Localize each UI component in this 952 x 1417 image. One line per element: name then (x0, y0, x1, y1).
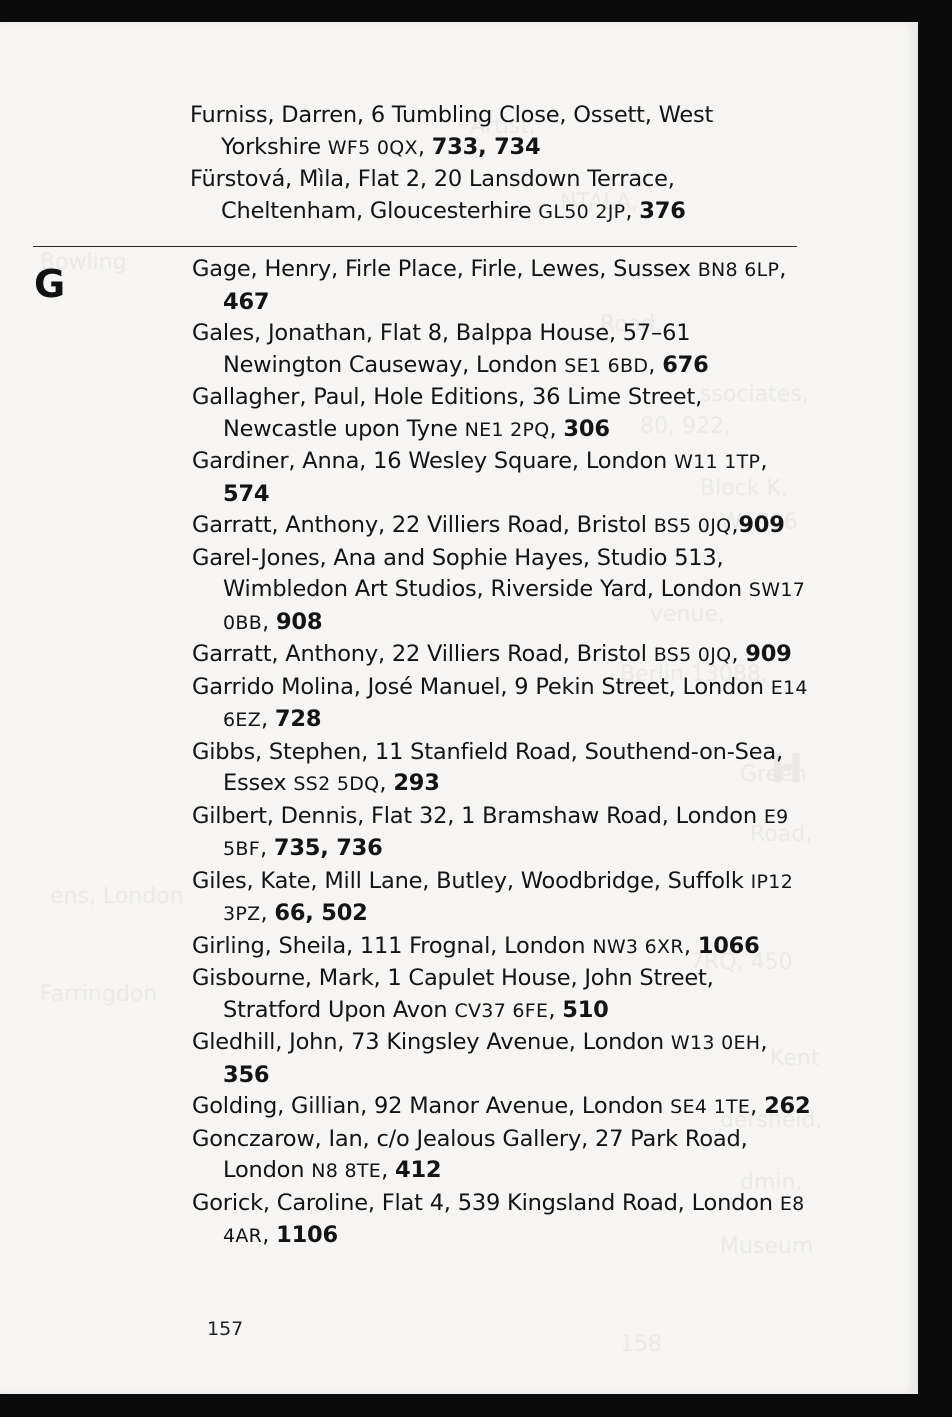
entry-pages: 262 (764, 1093, 811, 1119)
entry-pages: 676 (662, 351, 709, 378)
index-entry: Gallagher, Paul, Hole Editions, 36 Lime Street, Newcastle upon Tyne NE1 2PQ, 306 (192, 384, 703, 442)
book-page (0, 22, 918, 1394)
entry-postcode: CV37 6FE (454, 999, 549, 1022)
entry-postcode: E9 5BF (223, 805, 789, 860)
entry-text: Gardiner, Anna, 16 Wesley Square, London (192, 448, 675, 474)
entry-text: Furniss, Darren, 6 Tumbling Close, Ossett, West Yorkshire (190, 102, 714, 160)
index-entry: Garel-Jones, Ana and Sophie Hayes, Studio 513, Wimbledon Art Studios, Riverside Yard, London SW17 0BB, 908 (192, 544, 806, 635)
section-divider (33, 246, 797, 247)
index-entry: Giles, Kate, Mill Lane, Butley, Woodbridge, Suffolk IP12 3PZ, 66, 502 (192, 867, 794, 926)
index-entry: Gorick, Caroline, Flat 4, 539 Kingsland Road, London E8 4AR, 1106 (192, 1189, 805, 1248)
entry-pages: 510 (562, 996, 609, 1023)
entry-text: Garratt, Anthony, 22 Villiers Road, Bristol (192, 512, 654, 538)
entry-text: Gibbs, Stephen, 11 Stanfield Road, Southend-on-Sea, Essex (192, 738, 783, 796)
entry-pages: 1066 (697, 932, 760, 959)
entry-text: Gilbert, Dennis, Flat 32, 1 Bramshaw Road, London (192, 802, 764, 829)
entry-text: Gledhill, John, 73 Kingsley Avenue, London (192, 1029, 671, 1055)
entry-pages: 412 (394, 1157, 442, 1183)
index-entry: Fürstová, Mìla, Flat 2, 20 Lansdown Terrace, Cheltenham, Gloucesterhire GL50 2JP, 376 (190, 166, 686, 224)
entry-postcode: WF5 0QX (327, 136, 418, 159)
entry-postcode: BS5 0JQ (653, 515, 732, 537)
index-entry: Gonczarow, Ian, c/o Jealous Gallery, 27 Park Road, London N8 8TE, 412 (192, 1125, 748, 1183)
index-entry: Garratt, Anthony, 22 Villiers Road, Bristol BS5 0JQ,909 (192, 512, 785, 538)
entry-postcode: NW3 6XR (592, 935, 684, 958)
entry-postcode: W11 1TP (674, 451, 761, 473)
entry-pages: 909 (738, 512, 785, 538)
entry-text: Fürstová, Mìla, Flat 2, 20 Lansdown Terrace, Cheltenham, Gloucesterhire (190, 166, 675, 224)
entry-postcode: W13 0EH (670, 1032, 761, 1054)
index-entry: Gales, Jonathan, Flat 8, Balppa House, 57–61 Newington Causeway, London SE1 6BD, 676 (192, 320, 709, 378)
entry-text: Golding, Gillian, 92 Manor Avenue, London (192, 1093, 671, 1119)
entry-postcode: SE1 6BD (564, 354, 649, 377)
entry-text: Giles, Kate, Mill Lane, Butley, Woodbridge, Suffolk (192, 867, 751, 894)
entry-postcode: IP12 3PZ (223, 870, 794, 925)
index-entry: Garratt, Anthony, 22 Villiers Road, Bristol BS5 0JQ, 909 (192, 641, 792, 667)
entry-pages: 909 (745, 641, 792, 667)
entry-pages: 908 (275, 608, 323, 635)
entry-text: Gisbourne, Mark, 1 Capulet House, John Street, Stratford Upon Avon (192, 965, 714, 1023)
index-entry: Gage, Henry, Firle Place, Firle, Lewes, Sussex BN8 6LP, 467 (192, 256, 787, 315)
entry-postcode: NE1 2PQ (464, 418, 550, 441)
section-letter: G (34, 262, 66, 306)
entry-pages: 1106 (276, 1222, 338, 1248)
index-entry: Gardiner, Anna, 16 Wesley Square, London W11 1TP, 574 (192, 448, 768, 507)
entry-text: Girling, Sheila, 111 Frognal, London (192, 932, 593, 959)
entry-pages: 66, 502 (274, 900, 368, 926)
entry-pages: 574 (223, 480, 270, 507)
entry-text: Garrido Molina, José Manuel, 9 Pekin Street, London (192, 673, 771, 700)
entry-pages: 356 (223, 1061, 270, 1088)
index-entry: Garrido Molina, José Manuel, 9 Pekin Street, London E14 6EZ, 728 (192, 673, 808, 732)
entry-pages: 306 (563, 415, 610, 442)
index-entry: Gilbert, Dennis, Flat 32, 1 Bramshaw Road, London E9 5BF, 735, 736 (192, 802, 789, 861)
entry-text: Gage, Henry, Firle Place, Firle, Lewes, Sussex (192, 256, 698, 282)
entry-pages: 376 (639, 197, 686, 224)
entry-pages: 467 (223, 288, 270, 315)
entry-text: Gales, Jonathan, Flat 8, Balppa House, 57–61 Newington Causeway, London (192, 320, 691, 378)
entry-text: Garel-Jones, Ana and Sophie Hayes, Studio 513, Wimbledon Art Studios, Riverside Yard, London (192, 544, 749, 602)
entry-postcode: SW17 0BB (223, 579, 806, 634)
index-entry: Girling, Sheila, 111 Frognal, London NW3 6XR, 1066 (192, 932, 760, 959)
entry-pages: 293 (393, 770, 440, 796)
entry-text: Gonczarow, Ian, c/o Jealous Gallery, 27 Park Road, London (192, 1125, 748, 1183)
section-g-entries (192, 254, 812, 1253)
entry-pages: 735, 736 (273, 835, 383, 861)
continued-entries (190, 100, 810, 228)
index-entry: Furniss, Darren, 6 Tumbling Close, Ossett, West Yorkshire WF5 0QX, 733, 734 (190, 102, 714, 160)
index-entry: Golding, Gillian, 92 Manor Avenue, London SE4 1TE, 262 (192, 1093, 811, 1119)
page-number: 157 (207, 1318, 244, 1340)
index-entry: Gisbourne, Mark, 1 Capulet House, John Street, Stratford Upon Avon CV37 6FE, 510 (192, 965, 714, 1023)
entry-text: Garratt, Anthony, 22 Villiers Road, Bristol (192, 641, 654, 667)
entry-postcode: E14 6EZ (223, 676, 808, 731)
entry-postcode: SS2 5DQ (293, 773, 380, 795)
entry-text: Gallagher, Paul, Hole Editions, 36 Lime Street, Newcastle upon Tyne (192, 384, 703, 442)
index-entry: Gibbs, Stephen, 11 Stanfield Road, Southend-on-Sea, Essex SS2 5DQ, 293 (192, 738, 783, 796)
entry-postcode: BS5 0JQ (653, 644, 732, 666)
entry-postcode: E8 4AR (223, 1192, 805, 1247)
entry-text: Gorick, Caroline, Flat 4, 539 Kingsland Road, London (192, 1189, 780, 1216)
entry-pages: 733, 734 (431, 133, 541, 160)
index-entry: Gledhill, John, 73 Kingsley Avenue, London W13 0EH, 356 (192, 1029, 768, 1088)
entry-pages: 728 (274, 706, 322, 732)
entry-postcode: SE4 1TE (670, 1096, 751, 1118)
entry-postcode: BN8 6LP (697, 259, 780, 281)
entry-postcode: N8 8TE (311, 1160, 382, 1182)
entry-postcode: GL50 2JP (538, 200, 626, 223)
